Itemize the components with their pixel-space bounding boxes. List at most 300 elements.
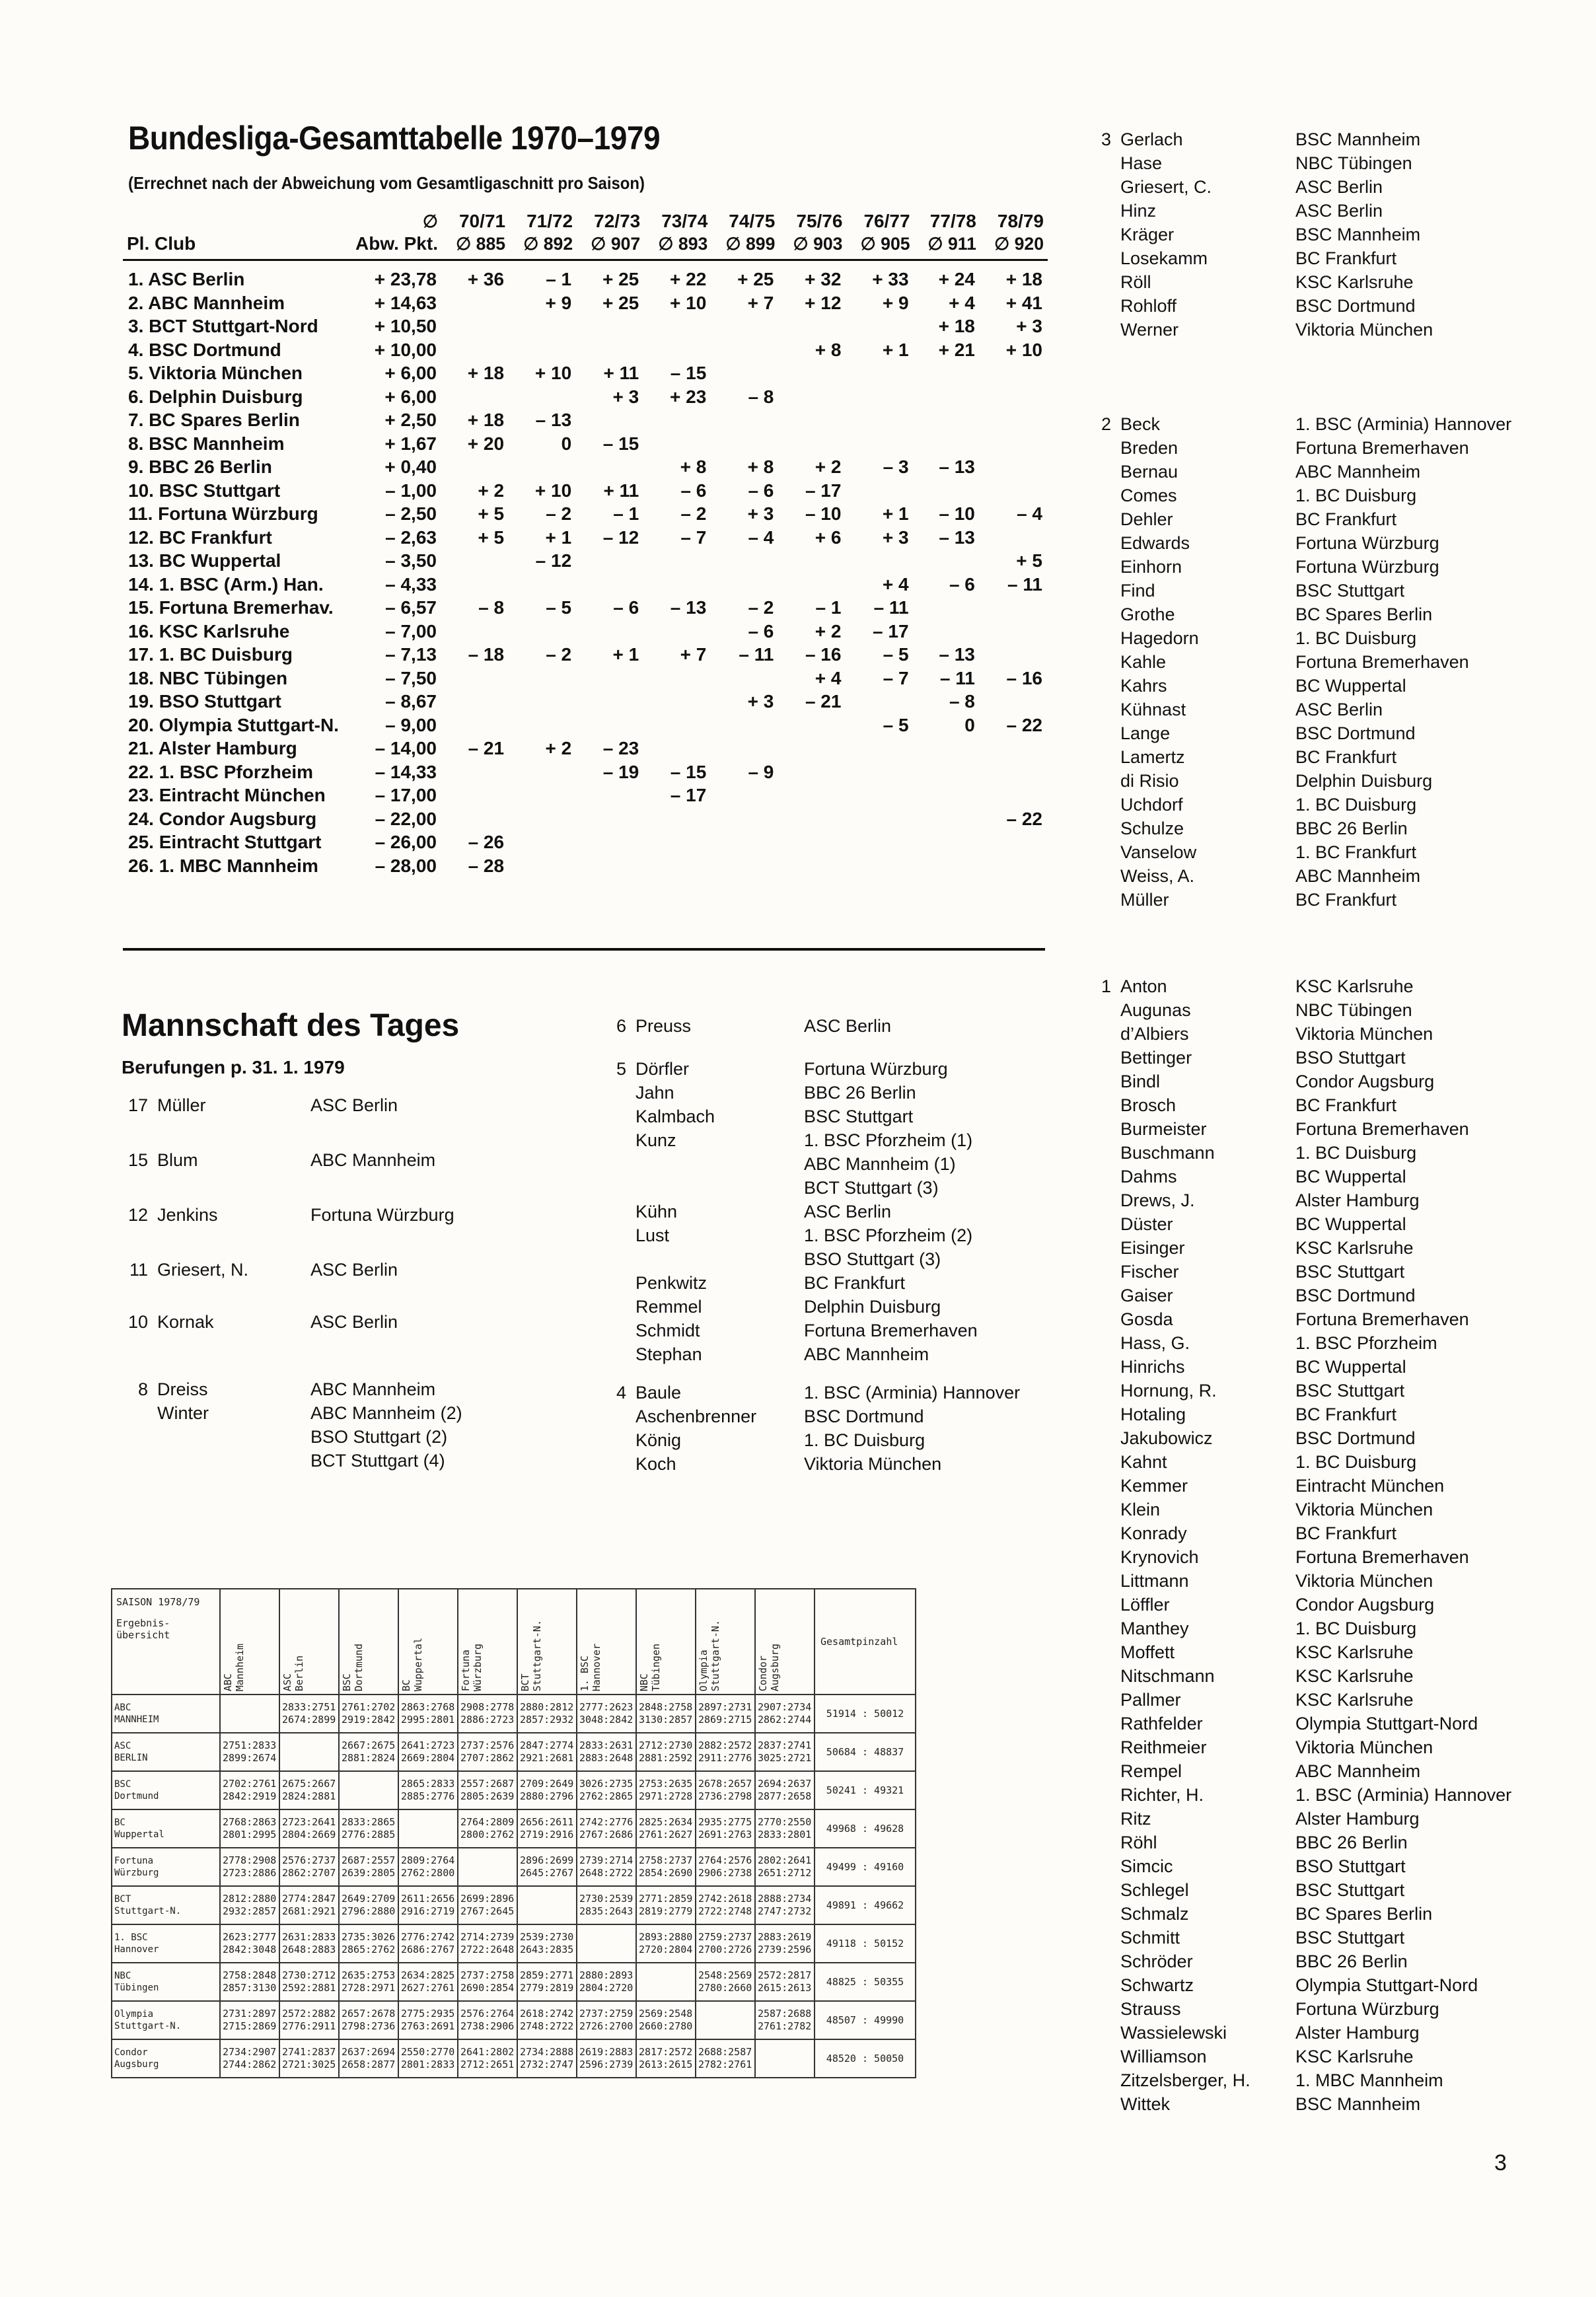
season-value: + 7 xyxy=(747,292,774,313)
season-header: 70/71 xyxy=(458,211,506,231)
result-cell: 2687:2557 2639:2805 xyxy=(339,1848,398,1886)
result-cell: 2809:2764 2762:2800 xyxy=(398,1848,458,1886)
player-club: BC Wuppertal xyxy=(1295,1214,1406,1234)
player-name: Weiss, A. xyxy=(1120,866,1195,886)
call-up-count xyxy=(1090,294,1120,318)
call-up-group xyxy=(1090,128,1433,342)
table-row xyxy=(123,502,1048,526)
season-value xyxy=(846,479,914,503)
list-item xyxy=(1090,1854,1511,1878)
call-up-count xyxy=(1090,1759,1120,1783)
player-name: Kornak xyxy=(157,1312,214,1332)
season-value: + 3 xyxy=(612,386,639,407)
season-value: + 2 xyxy=(815,620,842,641)
list-item xyxy=(1090,246,1433,270)
table-row xyxy=(112,2039,916,2078)
season-value: + 6 xyxy=(815,527,842,548)
player-name: Grothe xyxy=(1120,604,1175,624)
call-up-count xyxy=(1090,175,1120,199)
player-name: Schwartz xyxy=(1120,1975,1194,1995)
player-name: Reithmeier xyxy=(1120,1737,1207,1757)
result-cell: 2897:2731 2869:2715 xyxy=(696,1695,755,1733)
season-value: + 2 xyxy=(545,738,572,758)
player-name: Littmann xyxy=(1120,1571,1189,1591)
call-up-count xyxy=(1090,2021,1120,2045)
table-row xyxy=(123,596,1048,620)
table-row xyxy=(112,1886,916,1924)
list-item xyxy=(595,1105,978,1128)
club-name: 3. BCT Stuttgart-Nord xyxy=(128,316,318,336)
season-value xyxy=(442,713,509,737)
result-cell: 2699:2896 2767:2645 xyxy=(458,1886,517,1924)
table-row xyxy=(112,1733,916,1771)
season-value: – 1 xyxy=(546,269,572,289)
result-cell: 2637:2694 2658:2877 xyxy=(339,2039,398,2078)
player-club: KSC Karlsruhe xyxy=(1295,1238,1414,1258)
list-item xyxy=(1090,1046,1511,1070)
player-name: Griesert, C. xyxy=(1120,177,1212,197)
player-club: BBC 26 Berlin xyxy=(1295,1833,1408,1852)
season-value xyxy=(846,314,914,338)
row-team-label: NBC Tübingen xyxy=(112,1963,220,2001)
player-club: BC Frankfurt xyxy=(1295,1095,1397,1115)
result-cell: 2859:2771 2779:2819 xyxy=(517,1963,577,2001)
abw-value: + 10,50 xyxy=(374,316,437,336)
abw-value: + 14,63 xyxy=(374,292,437,313)
season-value xyxy=(442,784,509,807)
season-value xyxy=(914,760,980,784)
season-value: 0 xyxy=(964,714,975,735)
player-club: ABC Mannheim xyxy=(310,1379,436,1399)
season-value xyxy=(644,432,711,456)
list-item xyxy=(595,1381,1020,1404)
abw-value: + 6,00 xyxy=(384,386,437,407)
season-value xyxy=(644,549,711,573)
call-up-count xyxy=(1090,698,1120,721)
list-item xyxy=(1090,1569,1511,1593)
list-item xyxy=(1090,128,1433,151)
player-name: Schröder xyxy=(1120,1951,1193,1971)
player-name: Klein xyxy=(1120,1500,1161,1519)
call-up-count xyxy=(1090,650,1120,674)
season-value: – 12 xyxy=(602,527,639,548)
call-up-count xyxy=(1090,579,1120,602)
season-avg: ∅ 920 xyxy=(980,233,1048,260)
result-cell: 2737:2759 2726:2700 xyxy=(577,2001,636,2039)
player-club: Fortuna Würzburg xyxy=(804,1059,948,1079)
season-value xyxy=(711,361,779,385)
result-cell: 2865:2833 2885:2776 xyxy=(398,1771,458,1809)
season-value: – 2 xyxy=(680,503,707,524)
player-name: Dörfler xyxy=(635,1059,690,1079)
player-club: BSC Stuttgart xyxy=(1295,1381,1405,1401)
call-up-count xyxy=(1090,745,1120,769)
season-column-header xyxy=(517,1589,577,1695)
result-cell: 2619:2883 2596:2739 xyxy=(577,2039,636,2078)
list-item xyxy=(1090,412,1511,436)
season-value xyxy=(980,596,1048,620)
season-value: – 4 xyxy=(1017,503,1042,524)
player-club: BC Wuppertal xyxy=(1295,1357,1406,1377)
player-name: Koch xyxy=(635,1454,676,1474)
season-value xyxy=(846,854,914,878)
season-value xyxy=(442,291,509,315)
season-header-row xyxy=(112,1589,916,1695)
abw-value: – 26,00 xyxy=(375,832,437,852)
call-up-count xyxy=(1090,840,1120,864)
season-value: – 1 xyxy=(613,503,639,524)
player-name: Fischer xyxy=(1120,1262,1179,1282)
season-value xyxy=(980,690,1048,713)
list-item xyxy=(595,1271,978,1295)
season-value: – 18 xyxy=(468,644,505,665)
club-name: 6. Delphin Duisburg xyxy=(128,386,303,407)
table-row xyxy=(123,854,1048,878)
call-up-count xyxy=(1090,1950,1120,1973)
season-value xyxy=(442,314,509,338)
player-name: Preuss xyxy=(635,1016,692,1036)
player-club: NBC Tübingen xyxy=(1295,1000,1412,1020)
player-club: BC Spares Berlin xyxy=(1295,1904,1433,1924)
season-value: – 17 xyxy=(670,785,707,805)
player-name: Baule xyxy=(635,1383,682,1403)
season-value: – 13 xyxy=(939,644,975,665)
player-club: BC Spares Berlin xyxy=(1295,604,1433,624)
list-item xyxy=(1090,2068,1511,2092)
list-item xyxy=(1090,1141,1511,1165)
season-value xyxy=(442,760,509,784)
list-item xyxy=(1090,1236,1511,1260)
player-club: Condor Augsburg xyxy=(1295,1072,1435,1091)
season-value xyxy=(509,667,577,690)
abw-value: + 0,40 xyxy=(384,456,437,477)
season-value: + 24 xyxy=(938,269,975,289)
call-up-count xyxy=(595,1342,635,1366)
player-club: Olympia Stuttgart-Nord xyxy=(1295,1714,1478,1733)
list-item xyxy=(116,1093,398,1117)
result-cell: 2908:2778 2886:2723 xyxy=(458,1695,517,1733)
list-item xyxy=(1090,1117,1511,1141)
list-item xyxy=(1090,698,1511,721)
club-name: 21. Alster Hamburg xyxy=(128,738,297,758)
call-up-group xyxy=(116,1203,454,1227)
season-value: – 11 xyxy=(939,667,975,688)
result-cell xyxy=(279,1733,339,1771)
list-item xyxy=(1090,1165,1511,1188)
player-name xyxy=(157,1425,310,1449)
season-subtitle: Ergebnis- übersicht xyxy=(116,1617,170,1641)
player-club: Alster Hamburg xyxy=(1295,2023,1420,2043)
player-club: Viktoria München xyxy=(804,1454,942,1474)
list-item xyxy=(1090,318,1433,342)
result-cell xyxy=(755,2039,815,2078)
player-name: Wassielewski xyxy=(1120,2023,1227,2043)
call-up-count xyxy=(116,1425,157,1449)
season-value: – 23 xyxy=(602,738,639,758)
result-cell: 2723:2641 2804:2669 xyxy=(279,1809,339,1848)
player-name: König xyxy=(635,1430,682,1450)
season-title: SAISON 1978/79 xyxy=(116,1596,200,1608)
season-value xyxy=(442,573,509,597)
season-value: + 25 xyxy=(602,292,639,313)
player-name: Hotaling xyxy=(1120,1404,1186,1424)
abw-value: – 3,50 xyxy=(385,550,437,571)
season-value: – 2 xyxy=(748,597,774,618)
table-row xyxy=(123,690,1048,713)
result-cell xyxy=(339,1771,398,1809)
row-team-label: Olympia Stuttgart-N. xyxy=(112,2001,220,2039)
season-value xyxy=(509,314,577,338)
total-pins: 49499 : 49160 xyxy=(815,1848,916,1886)
bundesliga-table xyxy=(123,210,1048,877)
season-value: + 3 xyxy=(1016,316,1042,336)
table-row xyxy=(112,1695,916,1733)
table-row xyxy=(112,1848,916,1886)
column-team-label: ABC Mannheim xyxy=(222,1643,246,1691)
list-item xyxy=(1090,1712,1511,1735)
list-item xyxy=(595,1319,978,1342)
player-club: Fortuna Bremerhaven xyxy=(1295,1547,1469,1567)
abw-value: – 7,13 xyxy=(385,644,437,665)
call-up-count xyxy=(595,1295,635,1319)
result-cell: 2758:2848 2857:3130 xyxy=(220,1963,279,2001)
call-up-group xyxy=(1090,412,1511,912)
list-item xyxy=(1090,507,1511,531)
season-value: – 6 xyxy=(748,480,774,501)
header-row-avg xyxy=(123,233,1048,260)
result-cell: 2657:2678 2798:2736 xyxy=(339,2001,398,2039)
season-value: – 10 xyxy=(939,503,975,524)
player-club: ABC Mannheim xyxy=(1295,866,1421,886)
player-club: BC Frankfurt xyxy=(1295,509,1397,529)
season-value xyxy=(980,432,1048,456)
season-value xyxy=(779,737,846,760)
abw-value: – 4,33 xyxy=(385,573,437,595)
call-up-count xyxy=(1090,1331,1120,1355)
club-name: 20. Olympia Stuttgart-N. xyxy=(128,714,339,735)
season-value xyxy=(577,807,644,831)
result-cell: 2742:2776 2767:2686 xyxy=(577,1809,636,1848)
player-club: BC Wuppertal xyxy=(1295,1167,1406,1186)
season-value xyxy=(644,314,711,338)
call-up-count xyxy=(1090,864,1120,888)
player-club: Viktoria München xyxy=(1295,1024,1433,1044)
season-value xyxy=(711,737,779,760)
list-item xyxy=(1090,1379,1511,1403)
player-name: Penkwitz xyxy=(635,1273,707,1293)
call-up-count xyxy=(1090,1973,1120,1997)
season-value: + 20 xyxy=(467,433,505,454)
player-club: BSC Mannheim xyxy=(1295,129,1421,149)
player-name: Strauss xyxy=(1120,1999,1181,2019)
player-name: Kalmbach xyxy=(635,1107,715,1126)
result-cell: 2896:2699 2645:2767 xyxy=(517,1848,577,1886)
total-pins: 48507 : 49990 xyxy=(815,2001,916,2039)
call-up-count xyxy=(1090,1236,1120,1260)
call-up-count xyxy=(1090,674,1120,698)
player-name: Hinz xyxy=(1120,201,1157,221)
season-value xyxy=(779,807,846,831)
call-up-count xyxy=(1090,1379,1120,1403)
season-value: + 4 xyxy=(815,667,842,688)
call-up-count xyxy=(1090,1307,1120,1331)
call-up-count xyxy=(1090,817,1120,840)
season-value xyxy=(914,830,980,854)
player-name: Einhorn xyxy=(1120,557,1182,577)
call-up-count xyxy=(1090,1093,1120,1117)
season-value: + 25 xyxy=(602,269,639,289)
season-results-table xyxy=(111,1588,916,2078)
season-value xyxy=(980,385,1048,409)
list-item xyxy=(1090,436,1511,460)
season-value xyxy=(509,620,577,643)
list-item xyxy=(1090,175,1433,199)
result-cell: 2888:2734 2747:2732 xyxy=(755,1886,815,1924)
season-value: + 1 xyxy=(612,644,639,665)
call-up-count xyxy=(1090,507,1120,531)
season-column-header xyxy=(279,1589,339,1695)
player-club: 1. BSC Pforzheim (2) xyxy=(804,1225,973,1245)
season-header: 71/72 xyxy=(526,211,573,231)
list-item xyxy=(1090,2021,1511,2045)
total-pins: 49891 : 49662 xyxy=(815,1886,916,1924)
total-pins-header: Gesamtpinzahl xyxy=(815,1589,916,1695)
player-club: Viktoria München xyxy=(1295,1571,1433,1591)
result-cell: 2641:2723 2669:2804 xyxy=(398,1733,458,1771)
season-value xyxy=(711,314,779,338)
list-item xyxy=(116,1148,435,1172)
season-value xyxy=(779,549,846,573)
list-item xyxy=(1090,674,1511,698)
result-cell: 2649:2709 2796:2880 xyxy=(339,1886,398,1924)
table-row xyxy=(123,338,1048,362)
result-cell: 2882:2572 2911:2776 xyxy=(696,1733,755,1771)
call-up-group xyxy=(116,1093,398,1117)
season-value: – 16 xyxy=(805,644,842,665)
call-up-count xyxy=(1090,2045,1120,2068)
season-column-header xyxy=(398,1589,458,1695)
abw-value: + 1,67 xyxy=(384,433,437,454)
list-item xyxy=(1090,579,1511,602)
result-cell: 2548:2569 2780:2660 xyxy=(696,1963,755,2001)
call-up-count xyxy=(1090,769,1120,793)
season-value: + 9 xyxy=(545,292,572,313)
player-club: BSO Stuttgart (3) xyxy=(804,1249,941,1269)
season-value: + 10 xyxy=(1005,339,1042,360)
call-up-count xyxy=(595,1200,635,1223)
season-value: + 10 xyxy=(670,292,707,313)
column-team-label: ASC Berlin xyxy=(281,1655,305,1691)
player-name: Winter xyxy=(157,1403,209,1423)
season-value xyxy=(980,455,1048,479)
player-club: 1. BSC Pforzheim (1) xyxy=(804,1130,973,1150)
player-name: Richter, H. xyxy=(1120,1785,1204,1805)
call-up-count: 2 xyxy=(1101,414,1111,434)
season-body xyxy=(112,1695,916,2078)
season-column-header xyxy=(458,1589,517,1695)
season-header: 74/75 xyxy=(729,211,776,231)
table-row xyxy=(123,526,1048,550)
row-team-label: BSC Dortmund xyxy=(112,1771,220,1809)
season-value xyxy=(914,385,980,409)
season-value: – 5 xyxy=(883,714,909,735)
club-name: 7. BC Spares Berlin xyxy=(128,410,300,430)
player-club: BCT Stuttgart (4) xyxy=(310,1451,445,1471)
player-name: Gaiser xyxy=(1120,1286,1173,1305)
abw-value: + 10,00 xyxy=(374,339,437,360)
list-item xyxy=(595,1342,978,1366)
list-item xyxy=(595,1014,891,1038)
player-name: Konrady xyxy=(1120,1523,1187,1543)
call-up-count: 10 xyxy=(127,1312,148,1332)
player-name: Kühn xyxy=(635,1202,678,1221)
list-item xyxy=(1090,484,1511,507)
season-value xyxy=(442,690,509,713)
list-item xyxy=(116,1425,462,1449)
season-value xyxy=(509,385,577,409)
result-cell: 2694:2637 2877:2658 xyxy=(755,1771,815,1809)
season-value xyxy=(779,830,846,854)
player-club: ASC Berlin xyxy=(1295,700,1383,719)
season-header: 77/78 xyxy=(929,211,976,231)
section-divider xyxy=(123,948,1045,951)
season-value xyxy=(846,549,914,573)
column-team-label: BC Wuppertal xyxy=(400,1637,424,1691)
player-club: Viktoria München xyxy=(1295,320,1433,340)
result-cell: 2739:2714 2648:2722 xyxy=(577,1848,636,1886)
season-value xyxy=(779,784,846,807)
season-value xyxy=(509,338,577,362)
season-value xyxy=(980,643,1048,667)
result-cell xyxy=(458,1848,517,1886)
player-club: 1. BC Duisburg xyxy=(804,1430,925,1450)
season-value xyxy=(779,314,846,338)
player-name: Werner xyxy=(1120,320,1179,340)
result-cell: 2935:2775 2691:2763 xyxy=(696,1809,755,1848)
player-name: Löffler xyxy=(1120,1595,1170,1615)
call-up-count xyxy=(1090,2092,1120,2116)
player-club: Delphin Duisburg xyxy=(1295,771,1433,791)
season-value xyxy=(442,807,509,831)
row-team-label: Condor Augsburg xyxy=(112,2039,220,2078)
list-item xyxy=(1090,1997,1511,2021)
season-value: – 8 xyxy=(748,386,774,407)
club-name: 8. BSC Mannheim xyxy=(128,433,285,454)
player-club: 1. BC Duisburg xyxy=(1295,1452,1417,1472)
list-item xyxy=(1090,721,1511,745)
call-up-count xyxy=(1090,2068,1120,2092)
list-item xyxy=(1090,1545,1511,1569)
season-value xyxy=(644,408,711,432)
season-value: + 18 xyxy=(467,410,505,430)
result-cell: 2572:2817 2615:2613 xyxy=(755,1963,815,2001)
call-up-count xyxy=(1090,1403,1120,1426)
call-up-count xyxy=(1090,1735,1120,1759)
abw-value: – 2,50 xyxy=(385,503,437,524)
list-item xyxy=(595,1452,1020,1476)
list-item xyxy=(1090,626,1511,650)
list-item xyxy=(1090,1070,1511,1093)
player-club: 1. BC Duisburg xyxy=(1295,1619,1417,1638)
player-name: Rempel xyxy=(1120,1761,1182,1781)
season-avg: ∅ 885 xyxy=(442,233,509,260)
season-value: + 25 xyxy=(737,269,774,289)
table-row xyxy=(123,408,1048,432)
result-cell: 2833:2751 2674:2899 xyxy=(279,1695,339,1733)
player-club: ASC Berlin xyxy=(1295,201,1383,221)
call-up-count xyxy=(1090,436,1120,460)
table-row xyxy=(123,620,1048,643)
